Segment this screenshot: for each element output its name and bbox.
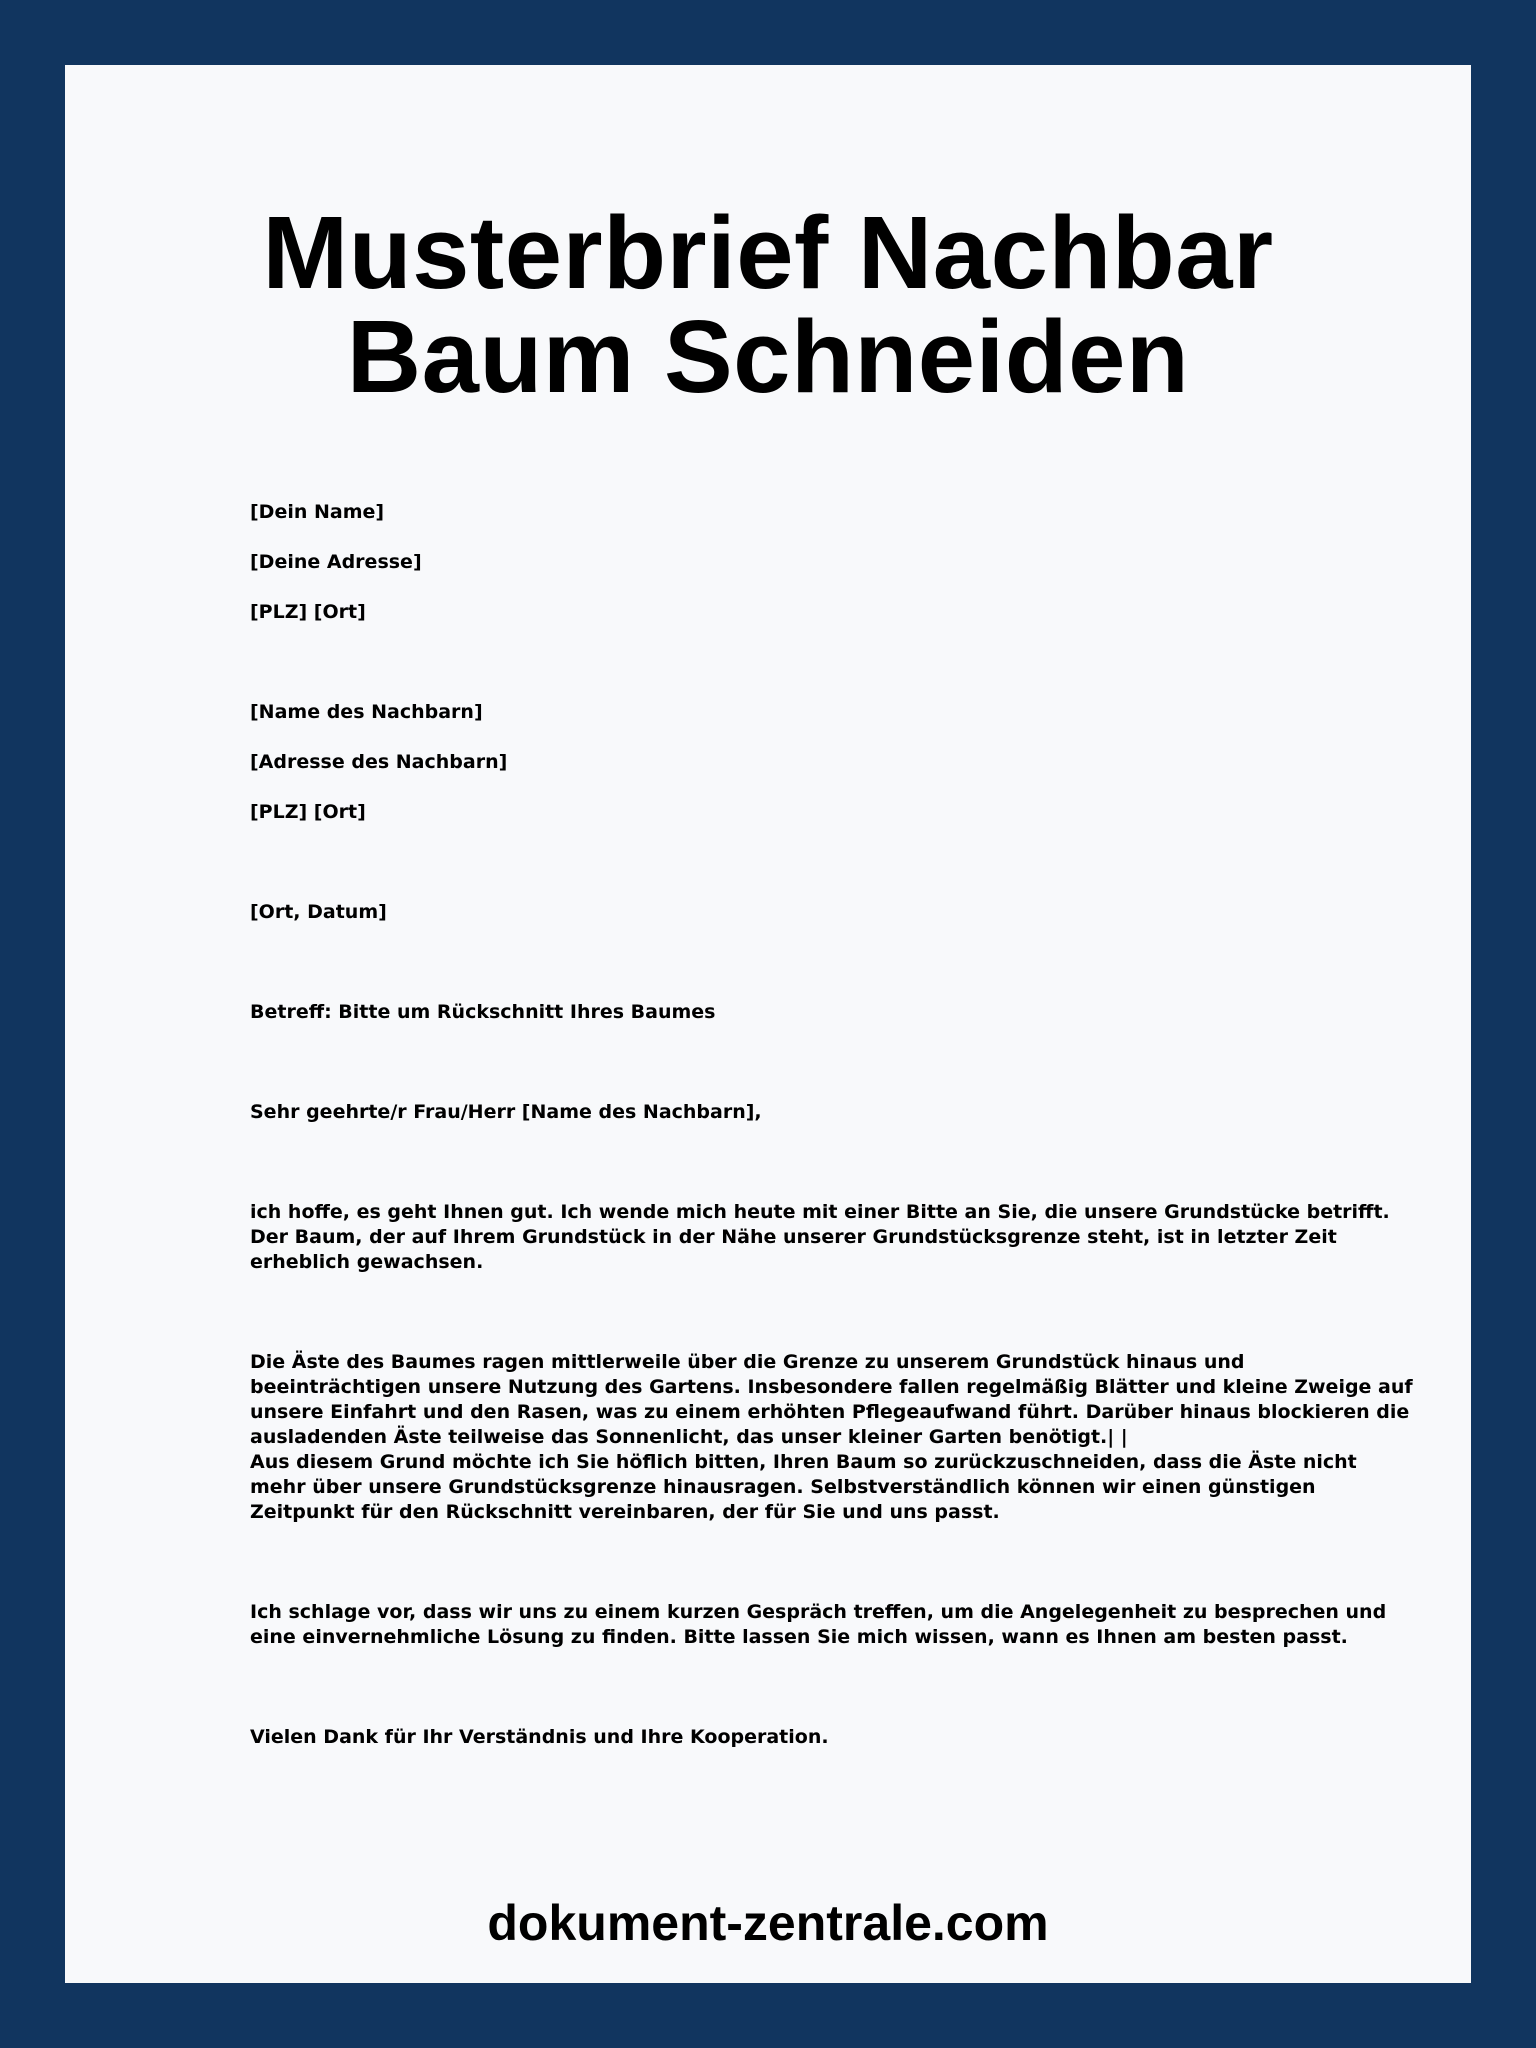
subject-line: Betreff: Bitte um Rückschnitt Ihres Baumes — [250, 1001, 716, 1023]
paragraph-line: unsere Einfahrt und den Rasen, was zu einem erhöhten Pflegeaufwand führt. Darüber hinaus blockieren die — [250, 1401, 1410, 1423]
footer-website: dokument-zentrale.com — [487, 1895, 1049, 1951]
sender-city: [PLZ] [Ort] — [250, 601, 366, 623]
paragraph-line: Zeitpunkt für den Rückschnitt vereinbaren, der für Sie und uns passt. — [250, 1501, 1000, 1523]
paragraph-line: Vielen Dank für Ihr Verständnis und Ihre Kooperation. — [250, 1726, 829, 1748]
document-page — [65, 65, 1471, 1983]
paragraph — [250, 1200, 1390, 1275]
paragraph — [250, 1350, 1413, 1525]
sender-name: [Dein Name] — [250, 501, 385, 523]
paragraph-line: Der Baum, der auf Ihrem Grundstück in der Nähe unserer Grundstücksgrenze steht, ist in letzter Zeit — [250, 1226, 1337, 1248]
paragraph-line: eine einvernehmliche Lösung zu finden. Bitte lassen Sie mich wissen, wann es Ihnen am besten passt. — [250, 1626, 1348, 1648]
paragraph — [250, 1725, 1300, 1750]
letter-body — [250, 65, 1413, 1983]
recipient-address: [Adresse des Nachbarn] — [250, 751, 508, 773]
salutation: Sehr geehrte/r Frau/Herr [Name des Nachbarn], — [250, 1101, 762, 1123]
paragraph-line: Ich schlage vor, dass wir uns zu einem kurzen Gespräch treffen, um die Angelegenheit zu besprechen und — [250, 1601, 1387, 1623]
paragraph-line: ausladenden Äste teilweise das Sonnenlicht, das unser kleiner Garten benötigt.| | — [250, 1426, 1128, 1448]
paragraph-line: ich hoffe, es geht Ihnen gut. Ich wende mich heute mit einer Bitte an Sie, die unsere Grundstücke betrifft. — [250, 1201, 1390, 1223]
paragraph-line: erheblich gewachsen. — [250, 1251, 484, 1273]
paragraph-line: mehr über unsere Grundstücksgrenze hinausragen. Selbstverständlich können wir einen günstigen — [250, 1476, 1316, 1498]
paragraph-line: Die Äste des Baumes ragen mittlerweile über die Grenze zu unserem Grundstück hinaus und — [250, 1351, 1245, 1373]
document-title: Musterbrief Nachbar Baum Schneiden — [262, 195, 1274, 414]
paragraph-line: beeinträchtigen unsere Nutzung des Gartens. Insbesondere fallen regelmäßig Blätter und kleine Zweige auf — [250, 1376, 1413, 1398]
date-line: [Ort, Datum] — [250, 901, 387, 923]
recipient-city: [PLZ] [Ort] — [250, 801, 366, 823]
paragraph — [250, 1600, 1387, 1650]
paragraph-line: Aus diesem Grund möchte ich Sie höflich bitten, Ihren Baum so zurückzuschneiden, dass die Äste nicht — [250, 1451, 1357, 1473]
sender-address: [Deine Adresse] — [250, 551, 422, 573]
recipient-name: [Name des Nachbarn] — [250, 701, 483, 723]
